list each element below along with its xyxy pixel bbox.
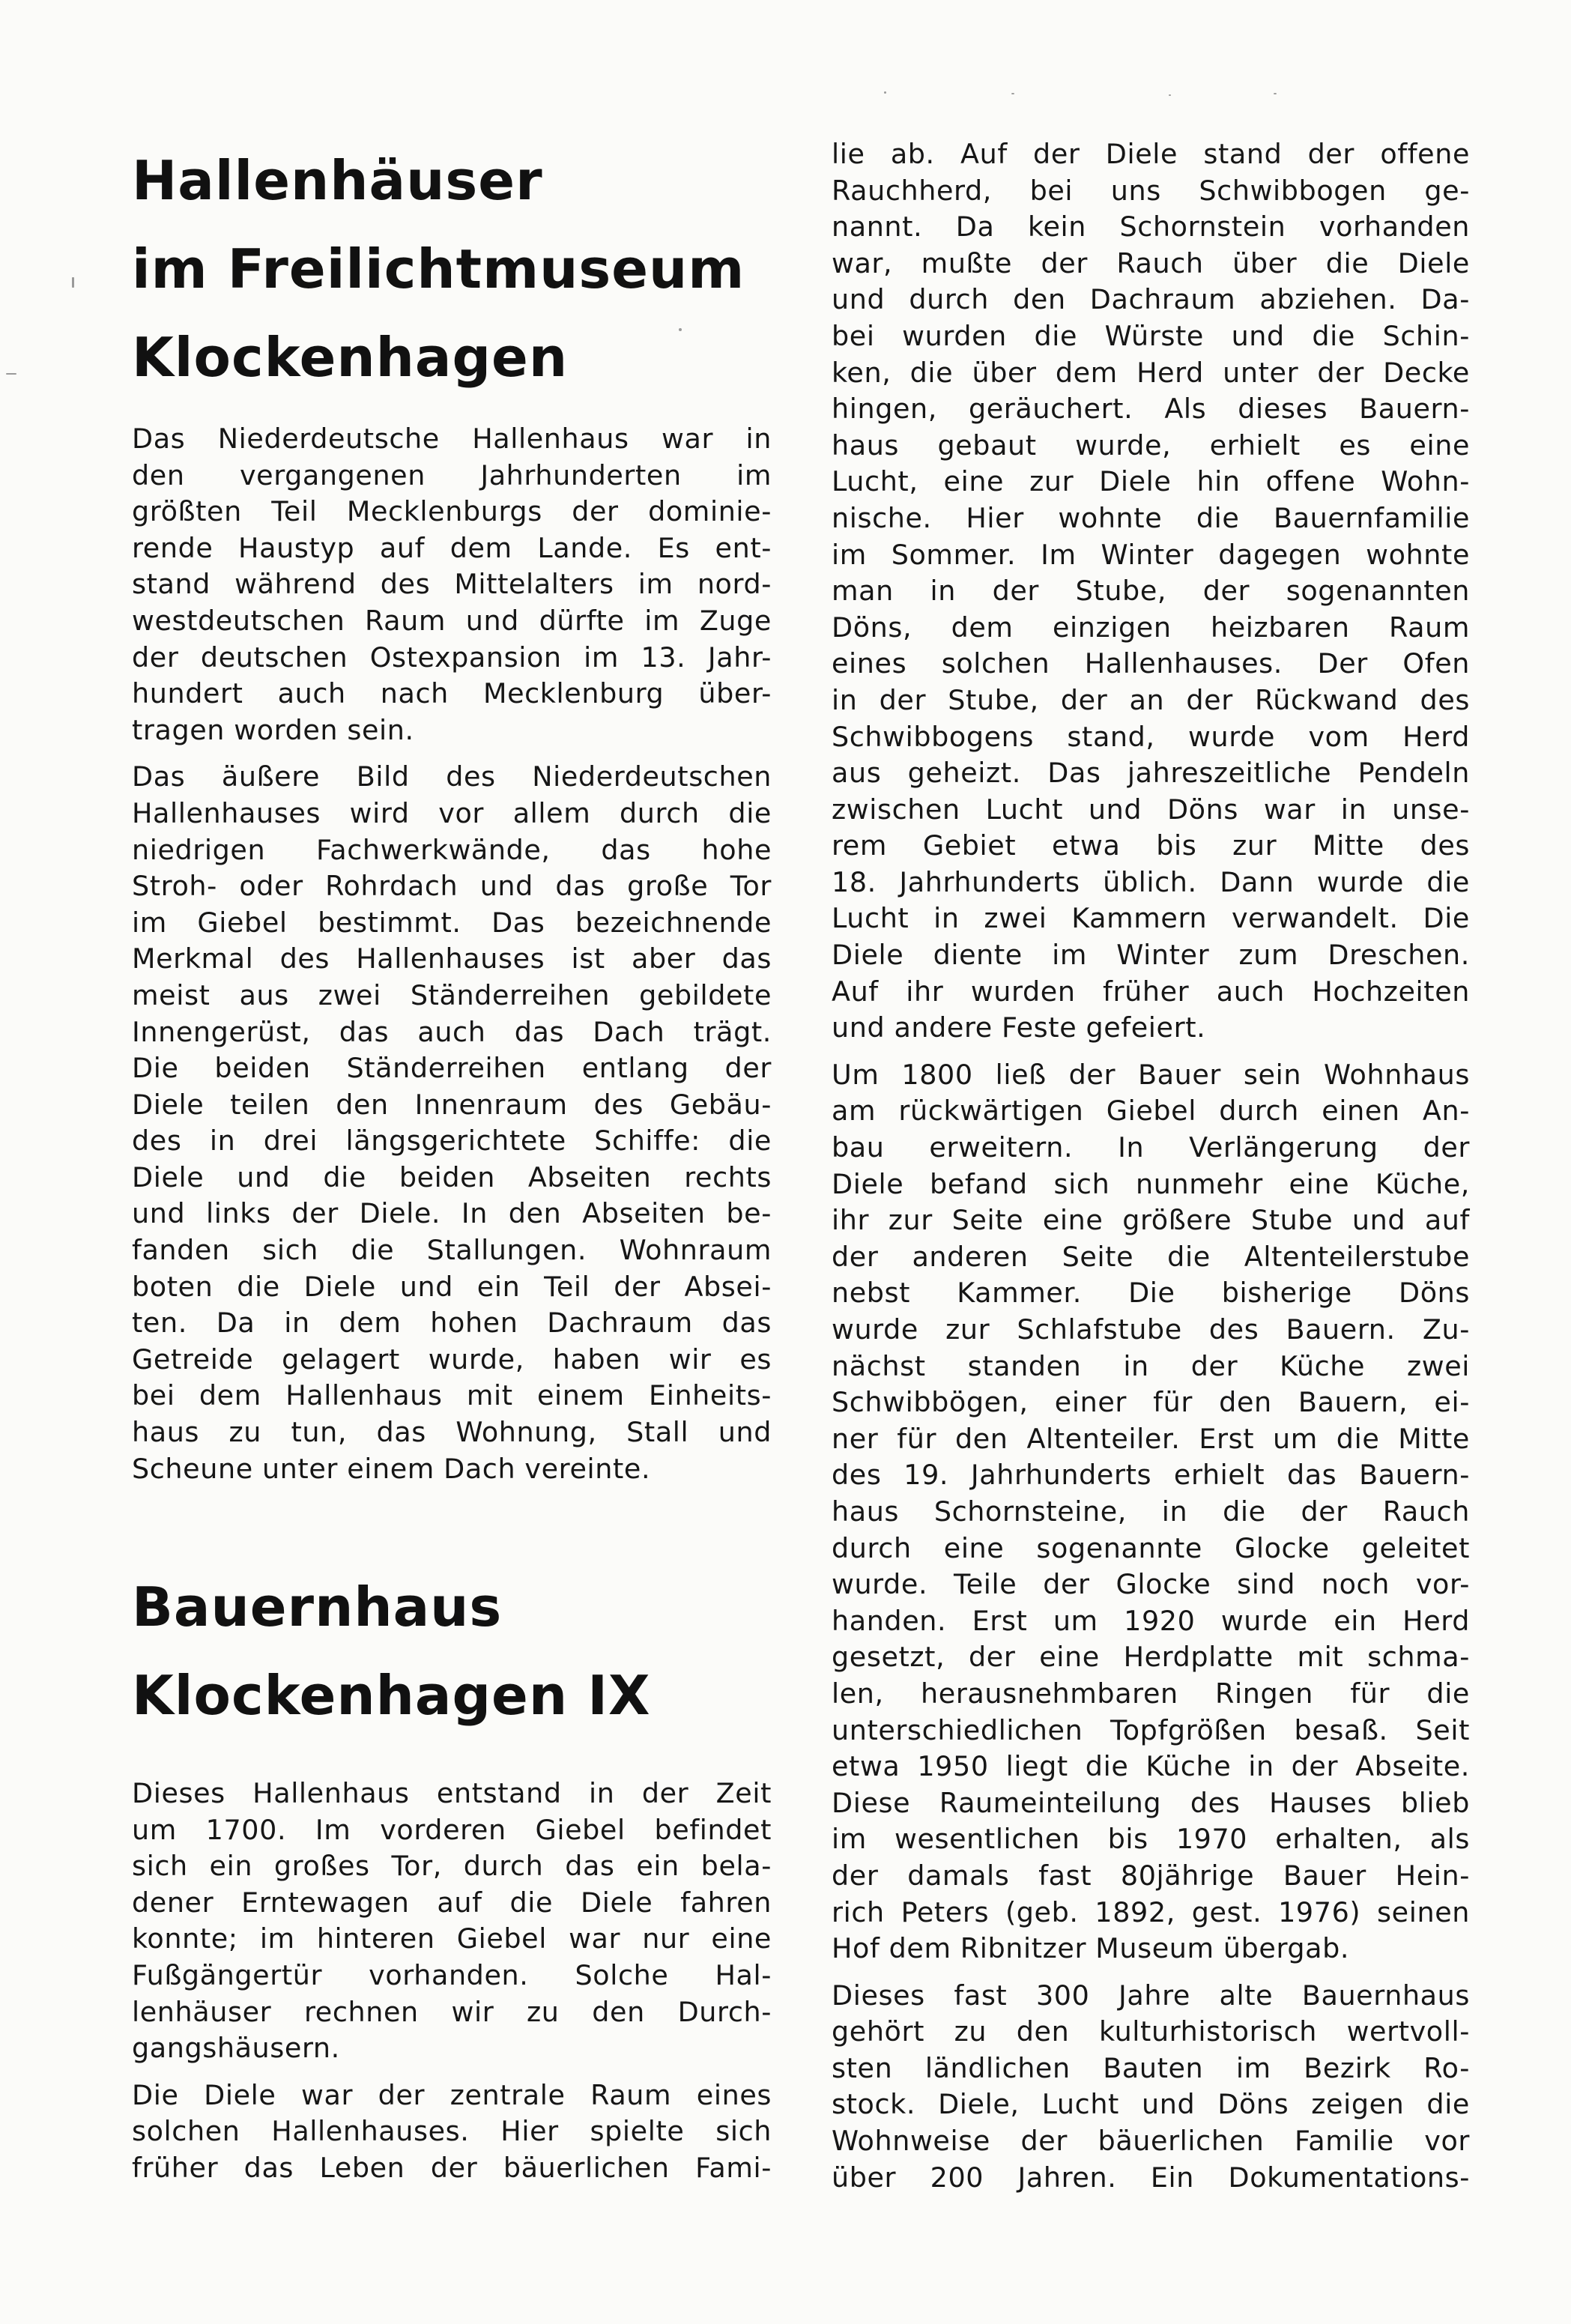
paragraph <box>132 759 772 1487</box>
text-line: sten ländlichen Bauten im Bezirk Ro- <box>832 2051 1470 2084</box>
paragraph <box>132 2078 772 2187</box>
text-line: nannt. Da kein Schornstein vorhanden <box>832 211 1470 243</box>
text-line: Dieses fast 300 Jahre alte Bauernhaus <box>832 1979 1470 2012</box>
paragraph <box>132 421 772 748</box>
text-line: rich Peters (geb. 1892, gest. 1976) seinen <box>832 1895 1470 1928</box>
scan-speck <box>1274 93 1277 94</box>
heading-line: Hallenhäuser <box>132 149 543 212</box>
right-text-block <box>832 136 1470 2206</box>
text-line: war, mußte der Rauch über die Diele <box>832 246 1470 279</box>
text-line: im Giebel bestimmt. Das bezeichnende <box>132 906 772 939</box>
text-line: westdeutschen Raum und dürfte im Zuge <box>132 604 772 637</box>
scan-speck <box>1011 93 1014 94</box>
bauernhaus-text-block <box>132 1776 772 2197</box>
text-line: des 19. Jahrhunderts erhielt das Bauern- <box>832 1459 1470 1492</box>
text-line: fanden sich die Stallungen. Wohnraum <box>132 1234 772 1267</box>
text-line: ken, die über dem Herd unter der Decke <box>832 356 1470 389</box>
text-line: nebst Kammer. Die bisherige Döns <box>832 1277 1470 1310</box>
paragraph <box>832 1978 1470 2197</box>
text-line: den vergangenen Jahrhunderten im <box>132 459 772 491</box>
text-line: rem Gebiet etwa bis zur Mitte des <box>832 829 1470 862</box>
text-line: Hof dem Ribnitzer Museum übergab. <box>832 1932 1350 1965</box>
text-line: und links der Diele. In den Abseiten be- <box>132 1197 772 1230</box>
text-line: Hallenhauses wird vor allem durch die <box>132 796 772 829</box>
text-line: wurde zur Schlafstube des Bauern. Zu- <box>832 1313 1470 1346</box>
text-line: Diele und die beiden Abseiten rechts <box>132 1161 772 1193</box>
text-line: größten Teil Mecklenburgs der dominie- <box>132 495 772 528</box>
text-line: lenhäuser rechnen wir zu den Durch- <box>132 1995 772 2028</box>
text-line: im wesentlichen bis 1970 erhalten, als <box>832 1823 1470 1856</box>
text-line: über 200 Jahren. Ein Dokumentations- <box>832 2161 1470 2194</box>
text-line: Um 1800 ließ der Bauer sein Wohnhaus <box>832 1058 1470 1091</box>
text-line: haus gebaut wurde, erhielt es eine <box>832 429 1470 462</box>
text-line: Diele diente im Winter zum Dreschen. <box>832 939 1470 972</box>
text-line: am rückwärtigen Giebel durch einen An- <box>832 1095 1470 1128</box>
text-line: und andere Feste gefeiert. <box>832 1011 1206 1044</box>
text-line: hundert auch nach Mecklenburg über- <box>132 677 772 710</box>
text-line: ten. Da in dem hohen Dachraum das <box>132 1307 772 1340</box>
text-line: Lucht in zwei Kammern verwandelt. Die <box>832 902 1470 935</box>
text-line: Schwibbogens stand, wurde vom Herd <box>832 720 1470 753</box>
text-line: Diese Raumeinteilung des Hauses blieb <box>832 1786 1470 1819</box>
text-line: um 1700. Im vorderen Giebel befindet <box>132 1813 772 1846</box>
scan-speck <box>72 277 74 288</box>
text-line: nächst standen in der Küche zwei <box>832 1349 1470 1382</box>
text-line: handen. Erst um 1920 wurde ein Herd <box>832 1604 1470 1637</box>
text-line: eines solchen Hallenhauses. Der Ofen <box>832 647 1470 680</box>
text-line: sich ein großes Tor, durch das ein bela- <box>132 1850 772 1883</box>
text-line: der damals fast 80jährige Bauer Hein- <box>832 1859 1470 1892</box>
text-line: Das Niederdeutsche Hallenhaus war in <box>132 423 772 455</box>
text-line: durch eine sogenannte Glocke geleitet <box>832 1531 1470 1564</box>
text-line: Merkmal des Hallenhauses ist aber das <box>132 942 772 975</box>
text-line: tragen worden sein. <box>132 713 414 746</box>
text-line: unterschiedlichen Topfgrößen besaß. Seit <box>832 1713 1470 1746</box>
text-line: und durch den Dachraum abziehen. Da- <box>832 283 1470 316</box>
text-line: nische. Hier wohnte die Bauernfamilie <box>832 501 1470 534</box>
text-line: Getreide gelagert wurde, haben wir es <box>132 1343 772 1376</box>
text-line: hingen, geräuchert. Als dieses Bauern- <box>832 393 1470 426</box>
article-heading-bauernhaus <box>132 1563 772 1740</box>
text-line: des in drei längsgerichtete Schiffe: die <box>132 1125 772 1158</box>
text-line: Dieses Hallenhaus entstand in der Zeit <box>132 1777 772 1809</box>
scan-speck <box>6 373 16 375</box>
text-line: Wohnweise der bäuerlichen Familie vor <box>832 2125 1470 2158</box>
heading-line: Klockenhagen <box>132 326 569 389</box>
text-line: ihr zur Seite eine größere Stube und auf <box>832 1204 1470 1237</box>
text-line: niedrigen Fachwerkwände, das hohe <box>132 833 772 866</box>
text-line: rende Haustyp auf dem Lande. Es ent- <box>132 531 772 564</box>
text-line: stand während des Mittelalters im nord- <box>132 568 772 601</box>
text-line: Das äußere Bild des Niederdeutschen <box>132 760 772 793</box>
text-line: Innengerüst, das auch das Dach trägt. <box>132 1015 772 1048</box>
text-line: bau erweitern. In Verlängerung der <box>832 1131 1470 1164</box>
text-line: 18. Jahrhunderts üblich. Dann wurde die <box>832 865 1470 898</box>
text-line: bei wurden die Würste und die Schin- <box>832 319 1470 352</box>
text-line: zwischen Lucht und Döns war in unse- <box>832 793 1470 826</box>
text-line: Die Diele war der zentrale Raum eines <box>132 2078 772 2111</box>
text-line: len, herausnehmbaren Ringen für die <box>832 1677 1470 1710</box>
text-line: etwa 1950 liegt die Küche in der Abseite. <box>832 1750 1470 1783</box>
text-line: ner für den Altenteiler. Erst um die Mitte <box>832 1422 1470 1455</box>
text-line: stock. Diele, Lucht und Döns zeigen die <box>832 2088 1470 2121</box>
text-line: boten die Diele und ein Teil der Absei- <box>132 1270 772 1303</box>
text-line: gesetzt, der eine Herdplatte mit schma- <box>832 1641 1470 1674</box>
text-line: lie ab. Auf der Diele stand der offene <box>832 138 1470 170</box>
heading-line: im Freilichtmuseum <box>132 237 745 300</box>
text-line: bei dem Hallenhaus mit einem Einheits- <box>132 1379 772 1412</box>
text-line: dener Erntewagen auf die Diele fahren <box>132 1886 772 1919</box>
scan-speck <box>884 91 886 94</box>
intro-text-block <box>132 421 772 1498</box>
article-heading-hallenhaeuser <box>132 136 772 402</box>
text-line: Die beiden Ständerreihen entlang der <box>132 1052 772 1085</box>
text-line: Fußgängertür vorhanden. Solche Hal- <box>132 1958 772 1991</box>
text-line: gangshäusern. <box>132 2032 340 2065</box>
paragraph <box>132 1776 772 2067</box>
text-line: solchen Hallenhauses. Hier spielte sich <box>132 2115 772 2148</box>
scan-speck <box>1169 94 1171 96</box>
text-line: Stroh- oder Rohrdach und das große Tor <box>132 870 772 903</box>
text-line: Scheune unter einem Dach vereinte. <box>132 1452 651 1485</box>
text-line: gehört zu den kulturhistorisch wertvoll- <box>832 2015 1470 2048</box>
text-line: Lucht, eine zur Diele hin offene Wohn- <box>832 465 1470 498</box>
text-line: früher das Leben der bäuerlichen Fami- <box>132 2151 772 2184</box>
text-line: konnte; im hinteren Giebel war nur eine <box>132 1922 772 1955</box>
text-line: im Sommer. Im Winter dagegen wohnte <box>832 538 1470 571</box>
text-line: haus zu tun, das Wohnung, Stall und <box>132 1416 772 1449</box>
text-line: wurde. Teile der Glocke sind noch vor- <box>832 1568 1470 1601</box>
text-line: meist aus zwei Ständerreihen gebildete <box>132 978 772 1011</box>
paragraph <box>832 136 1470 1047</box>
text-line: aus geheizt. Das jahreszeitliche Pendeln <box>832 757 1470 790</box>
text-line: in der Stube, der an der Rückwand des <box>832 683 1470 716</box>
text-line: Rauchherd, bei uns Schwibbogen ge- <box>832 174 1470 207</box>
text-line: Döns, dem einzigen heizbaren Raum <box>832 611 1470 644</box>
heading-line: Klockenhagen IX <box>132 1664 651 1727</box>
text-line: Diele befand sich nunmehr eine Küche, <box>832 1167 1470 1200</box>
text-line: Diele teilen den Innenraum des Gebäu- <box>132 1088 772 1121</box>
text-line: man in der Stube, der sogenannten <box>832 575 1470 608</box>
heading-line: Bauernhaus <box>132 1576 503 1638</box>
text-line: Auf ihr wurden früher auch Hochzeiten <box>832 975 1470 1008</box>
text-line: der anderen Seite die Altenteilerstube <box>832 1240 1470 1273</box>
paragraph <box>832 1057 1470 1967</box>
text-line: der deutschen Ostexpansion im 13. Jahr- <box>132 641 772 674</box>
text-line: Schwibbögen, einer für den Bauern, ei- <box>832 1386 1470 1419</box>
text-line: haus Schornsteine, in die der Rauch <box>832 1495 1470 1528</box>
